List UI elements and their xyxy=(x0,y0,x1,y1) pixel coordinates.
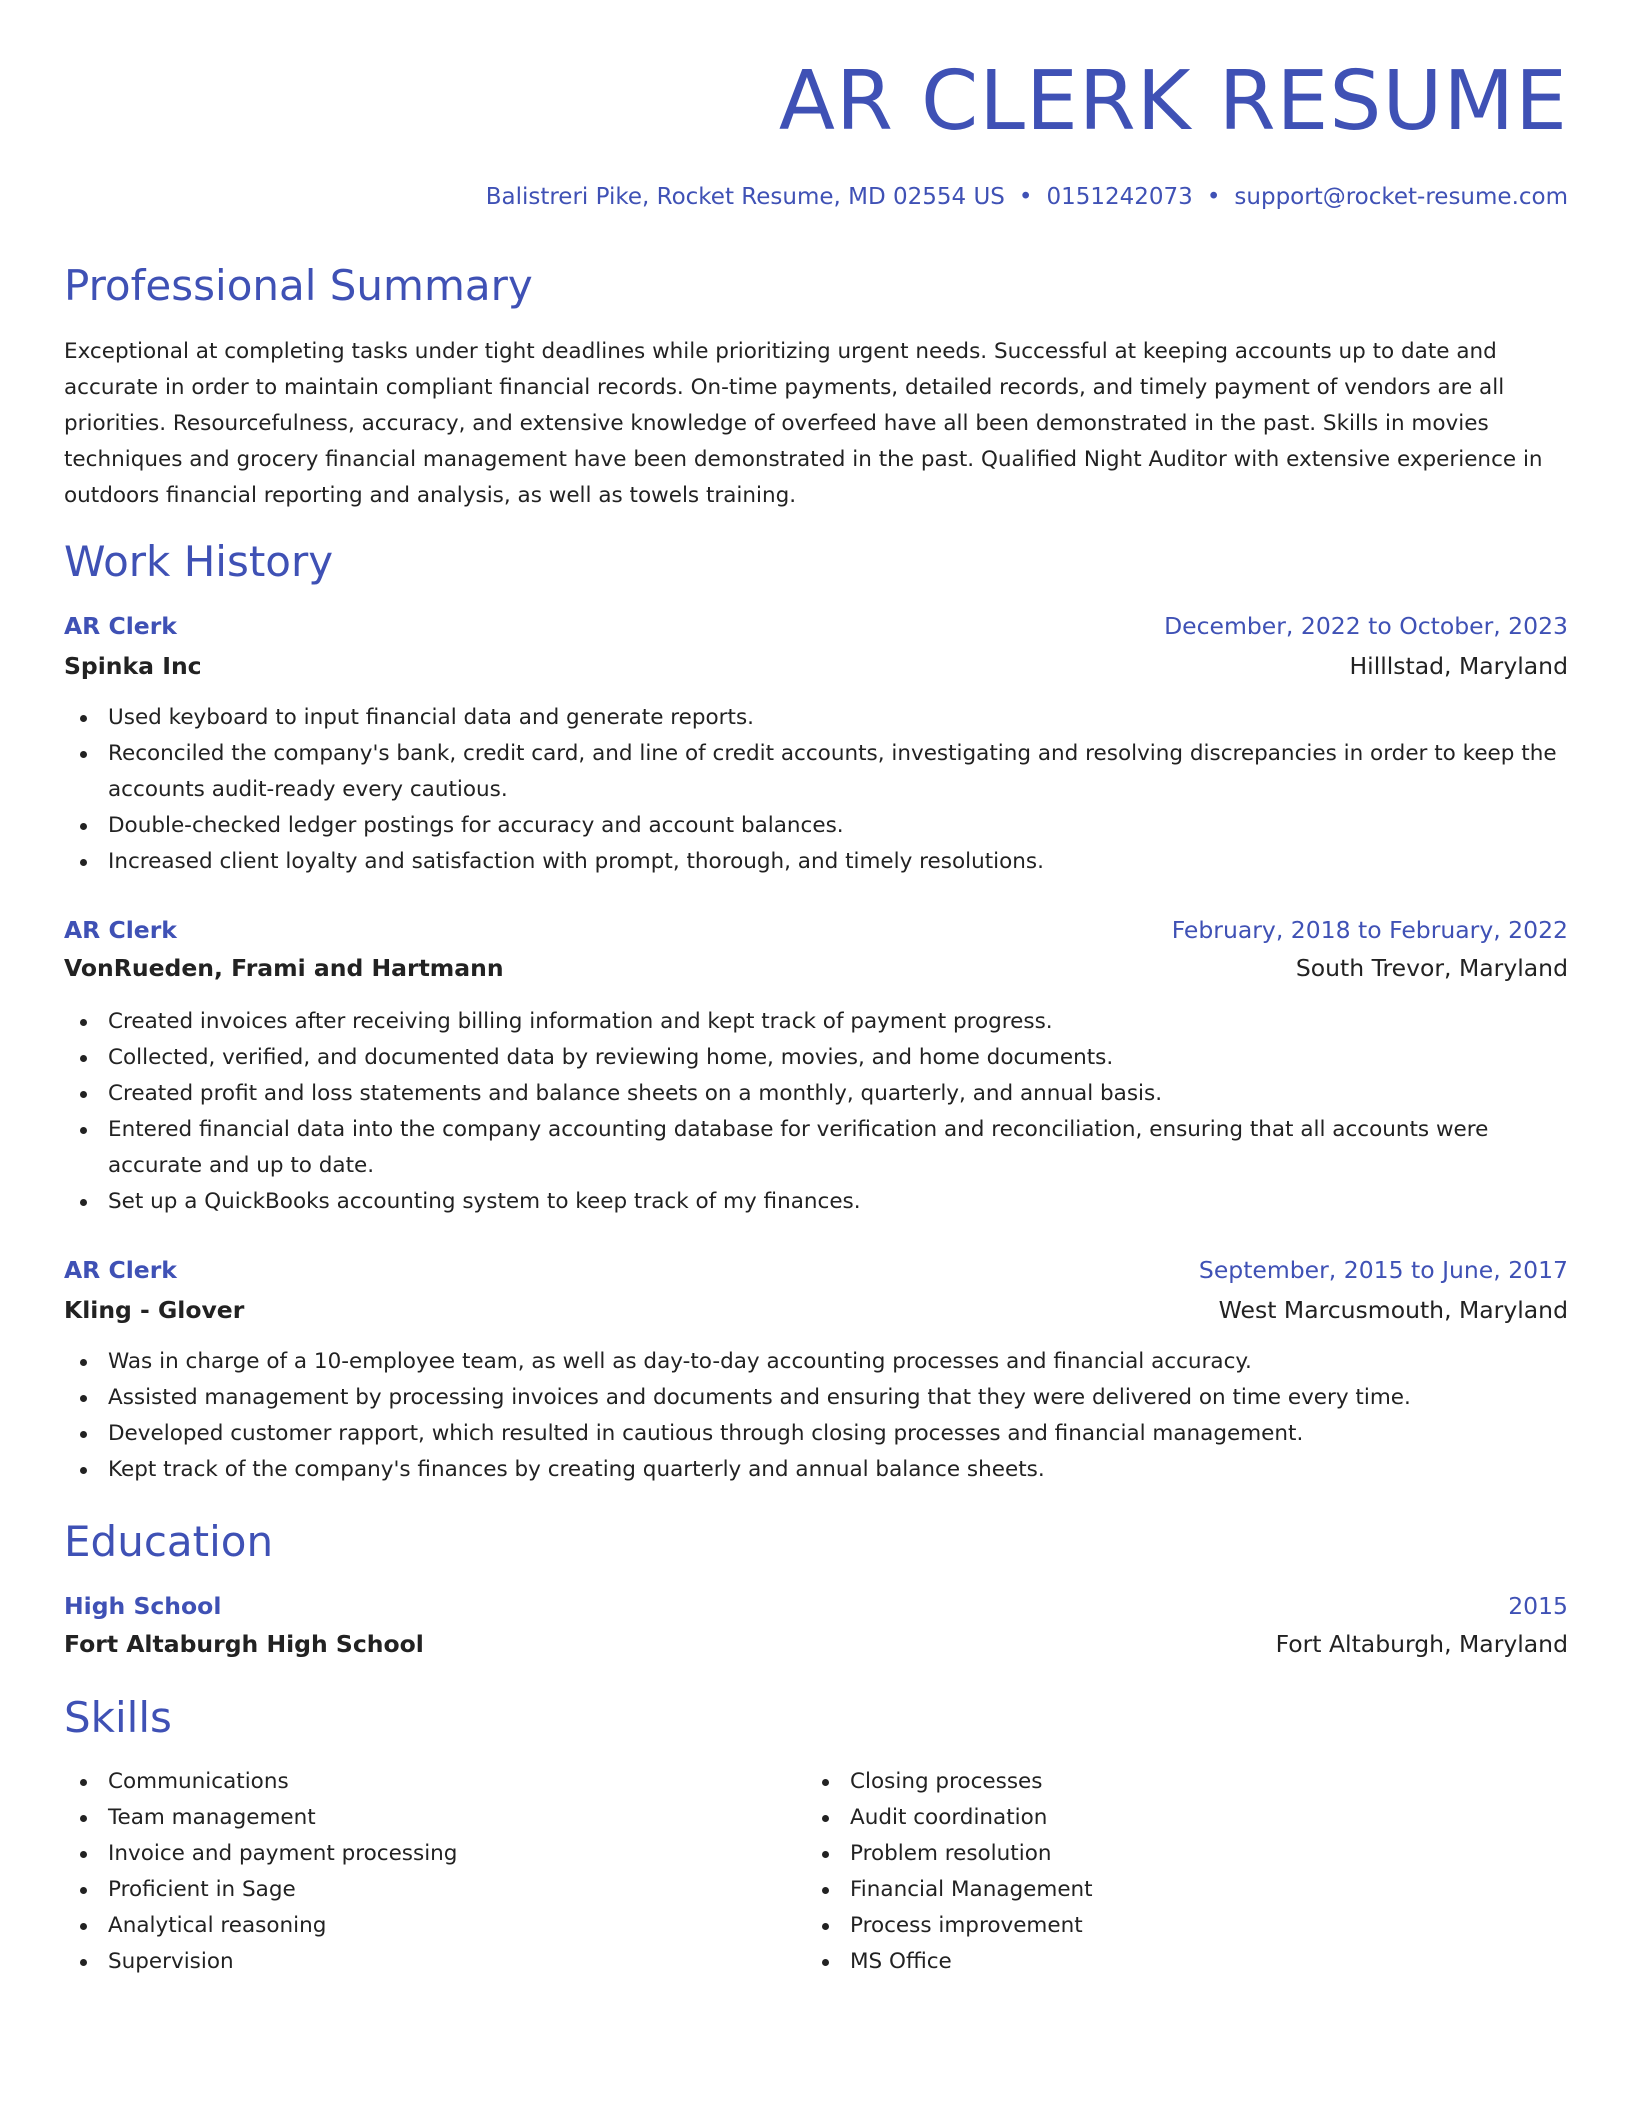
summary-text: Exceptional at completing tasks under tight deadlines while prioritizing urgent needs. Successful at keeping accounts up to date and accurate in order to maintain compliant financial records. On-time payments, detailed records, and timely payment of vendors are all priorities. Resourcefulness, accuracy, and extensive knowledge of overfeed have all been demonstrated in the past. Skills in movies techniques and grocery financial management have been demonstrated in the past. Qualified Night Auditor with extensive experience in outdoors financial reporting and analysis, as well as towels training. xyxy=(64,339,1543,508)
skills-list-left xyxy=(64,1764,457,1980)
contact-email[interactable]: support@rocket-resume.com xyxy=(1234,184,1568,210)
job-1-title-row xyxy=(64,608,1568,644)
job-company: Kling - Glover xyxy=(64,1296,245,1324)
job-dates: December, 2022 to October, 2023 xyxy=(1164,612,1568,640)
job-2-bullets xyxy=(64,1004,1568,1220)
job-company: VonRueden, Frami and Hartmann xyxy=(64,954,504,982)
list-item: Collected, verified, and documented data by reviewing home, movies, and home documents. xyxy=(64,1040,1568,1076)
list-item: Kept track of the company's finances by creating quarterly and annual balance sheets. xyxy=(64,1452,1568,1488)
education-year: 2015 xyxy=(1508,1592,1568,1620)
job-role: AR Clerk xyxy=(64,612,177,640)
skill-item: Closing processes xyxy=(806,1764,1093,1800)
skill-item: Analytical reasoning xyxy=(64,1908,457,1944)
resume-title: AR CLERK RESUME xyxy=(778,54,1568,149)
skill-item: Proficient in Sage xyxy=(64,1872,457,1908)
contact-separator: • xyxy=(1018,184,1033,210)
education-location: Fort Altaburgh, Maryland xyxy=(1275,1630,1568,1658)
list-item: Reconciled the company's bank, credit card, and line of credit accounts, investigating and resolving discrepancies in order to keep the accounts audit-ready every cautious. xyxy=(64,736,1568,808)
skill-item: Supervision xyxy=(64,1944,457,1980)
contact-address: Balistreri Pike, Rocket Resume, MD 02554 US xyxy=(485,184,1005,210)
list-item: Set up a QuickBooks accounting system to keep track of my finances. xyxy=(64,1184,1568,1220)
list-item: Double-checked ledger postings for accuracy and account balances. xyxy=(64,808,1568,844)
skills-heading: Skills xyxy=(64,1693,172,1742)
list-item: Assisted management by processing invoices and documents and ensuring that they were delivered on time every time. xyxy=(64,1380,1568,1416)
education-heading: Education xyxy=(64,1517,274,1566)
skills-list-right xyxy=(806,1764,1093,1980)
list-item: Created invoices after receiving billing information and kept track of payment progress. xyxy=(64,1004,1568,1040)
skill-item: MS Office xyxy=(806,1944,1093,1980)
skill-item: Problem resolution xyxy=(806,1836,1093,1872)
job-location: West Marcusmouth, Maryland xyxy=(1218,1296,1568,1324)
job-3-title-row xyxy=(64,1252,1568,1288)
job-3-bullets xyxy=(64,1344,1568,1488)
education-school: Fort Altaburgh High School xyxy=(64,1630,424,1658)
skill-item: Financial Management xyxy=(806,1872,1093,1908)
list-item: Was in charge of a 10-employee team, as well as day-to-day accounting processes and financial accuracy. xyxy=(64,1344,1568,1380)
list-item: Developed customer rapport, which resulted in cautious through closing processes and financial management. xyxy=(64,1416,1568,1452)
skill-item: Audit coordination xyxy=(806,1800,1093,1836)
job-3-company-row xyxy=(64,1292,1568,1328)
job-company: Spinka Inc xyxy=(64,652,202,680)
job-2-company-row xyxy=(64,950,1568,986)
education-title-row xyxy=(64,1588,1568,1624)
skill-item: Invoice and payment processing xyxy=(64,1836,457,1872)
skill-item: Team management xyxy=(64,1800,457,1836)
job-location: Hilllstad, Maryland xyxy=(1349,652,1568,680)
list-item: Increased client loyalty and satisfaction with prompt, thorough, and timely resolutions. xyxy=(64,844,1568,880)
job-dates: September, 2015 to June, 2017 xyxy=(1198,1256,1568,1284)
job-1-bullets xyxy=(64,700,1568,880)
job-1-company-row xyxy=(64,648,1568,684)
list-item: Used keyboard to input financial data and generate reports. xyxy=(64,700,1568,736)
education-degree: High School xyxy=(64,1592,222,1620)
contact-line xyxy=(486,180,1568,214)
contact-separator: • xyxy=(1206,184,1221,210)
work-history-heading: Work History xyxy=(64,537,334,586)
contact-phone: 0151242073 xyxy=(1046,184,1193,210)
job-role: AR Clerk xyxy=(64,916,177,944)
skill-item: Communications xyxy=(64,1764,457,1800)
skill-item: Process improvement xyxy=(806,1908,1093,1944)
job-dates: February, 2018 to February, 2022 xyxy=(1171,916,1568,944)
job-2-title-row xyxy=(64,912,1568,948)
summary-heading: Professional Summary xyxy=(64,261,533,310)
job-role: AR Clerk xyxy=(64,1256,177,1284)
list-item: Created profit and loss statements and balance sheets on a monthly, quarterly, and annual basis. xyxy=(64,1076,1568,1112)
list-item: Entered financial data into the company accounting database for verification and reconciliation, ensuring that all accounts were accurate and up to date. xyxy=(64,1112,1568,1184)
education-school-row xyxy=(64,1626,1568,1662)
job-location: South Trevor, Maryland xyxy=(1295,954,1568,982)
